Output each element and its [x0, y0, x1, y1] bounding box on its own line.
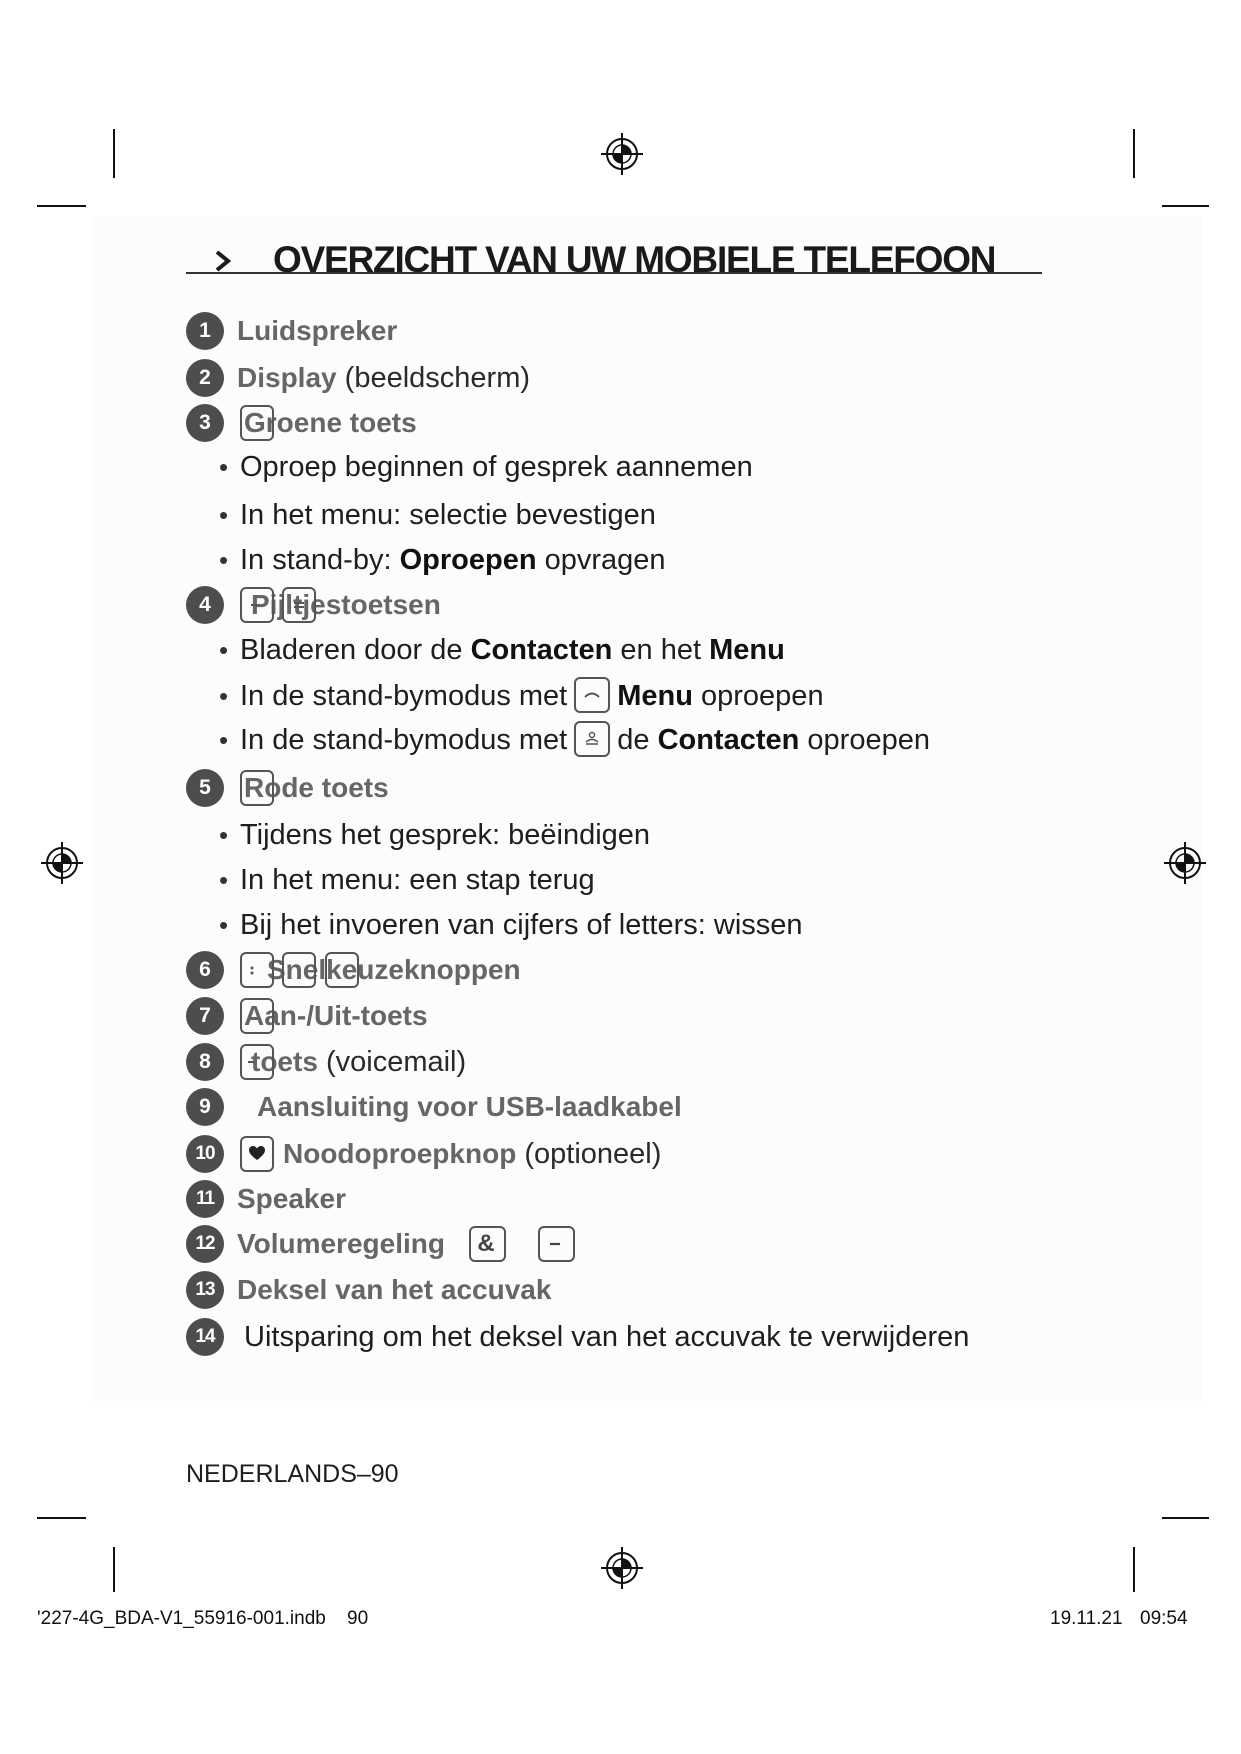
item-label: toets — [251, 1046, 318, 1077]
bullet-text-segment: en het — [612, 634, 710, 666]
number-badge: 10 — [186, 1135, 224, 1173]
crop-mark — [113, 129, 115, 178]
list-item — [0, 495, 1241, 535]
bullet-text — [240, 495, 656, 535]
volume-down-key-icon — [538, 1226, 575, 1262]
contacts-key-icon — [574, 721, 610, 757]
crop-mark — [1162, 205, 1209, 207]
item-heading — [237, 358, 530, 398]
item-heading — [237, 1179, 346, 1219]
print-time: 09:54 — [1140, 1608, 1188, 1629]
bullet-text-segment: opvragen — [536, 544, 666, 576]
item-snelkeuzeknoppen — [0, 950, 1241, 990]
menu-key-icon — [574, 677, 610, 713]
bullet-bold-term: Menu — [617, 680, 693, 712]
item-aan-uit-toets — [0, 996, 1241, 1036]
print-sheet-number: 90 — [347, 1608, 369, 1629]
item-uitsparing — [0, 1317, 1241, 1357]
crop-mark — [1162, 1517, 1209, 1519]
bullet-text-segment: In het menu: selectie bevestigen — [240, 499, 656, 531]
number-badge: 5 — [186, 769, 224, 807]
speed-dial-2-key-icon — [282, 952, 316, 988]
bullet-text-segment: In de stand-bymodus met — [240, 680, 568, 712]
item-heading — [251, 1042, 466, 1082]
list-item — [0, 860, 1241, 900]
chevron-right-icon — [212, 249, 234, 273]
item-label: Deksel van het accuvak — [237, 1274, 552, 1305]
item-display — [0, 358, 1241, 398]
item-luidspreker — [0, 311, 1241, 351]
item-label: Pijltjestoetsen — [251, 589, 441, 620]
print-file-name: '227-4G_BDA-V1_55916-001.indb — [37, 1608, 326, 1629]
item-label: Groene toets — [244, 407, 417, 438]
list-item — [0, 540, 1241, 580]
item-noodoproepknop — [0, 1134, 1241, 1174]
speed-dial-3-key-icon — [325, 952, 359, 988]
volume-up-symbol: & — [477, 1230, 495, 1257]
bullet-text-segment: In stand-by: — [240, 544, 400, 576]
list-item — [0, 447, 1241, 487]
heart-emergency-key-icon — [240, 1136, 274, 1172]
bullet-text-segment: In het menu: een stap terug — [240, 864, 595, 896]
list-item — [0, 676, 1241, 716]
speed-dial-1-key-icon — [240, 952, 274, 988]
registration-mark-icon — [600, 132, 644, 176]
item-deksel-accuvak — [0, 1270, 1241, 1310]
bullet-text-segment: In de stand-bymodus met — [240, 724, 568, 756]
bullet-bold-term: Oproepen — [399, 544, 537, 576]
number-badge: 11 — [186, 1180, 224, 1218]
voicemail-key-icon — [240, 1044, 274, 1080]
bullet-text — [240, 860, 595, 900]
item-speaker — [0, 1179, 1241, 1219]
page-footer: NEDERLANDS–90 — [186, 1460, 399, 1488]
item-heading — [283, 1134, 661, 1174]
item-voicemail-toets — [0, 1042, 1241, 1082]
power-key-icon — [240, 998, 274, 1034]
bullet-text-segment: Oproep beginnen of gesprek aannemen — [240, 451, 753, 483]
bullet-bold-term: Menu — [709, 634, 785, 666]
item-label: Noodoproepknop — [283, 1138, 517, 1169]
item-heading — [257, 1087, 682, 1127]
item-label: Speaker — [237, 1183, 346, 1214]
item-groene-toets — [0, 403, 1241, 443]
bullet-text-segment: Bladeren door de — [240, 634, 471, 666]
item-label: Snelkeuzeknoppen — [267, 954, 521, 985]
number-badge: 3 — [186, 404, 224, 442]
item-label: Aansluiting voor USB-laadkabel — [257, 1091, 682, 1122]
item-label: Luidspreker — [237, 315, 398, 346]
number-badge: 13 — [186, 1271, 224, 1309]
arrow-up-key-icon — [240, 587, 274, 623]
number-badge: 7 — [186, 997, 224, 1035]
item-label: Display — [237, 362, 337, 393]
item-description — [244, 1317, 969, 1357]
item-rode-toets — [0, 768, 1241, 808]
volume-up-key-icon — [469, 1226, 506, 1262]
item-heading — [237, 1224, 445, 1264]
item-heading — [251, 585, 441, 625]
crop-mark — [113, 1547, 115, 1592]
item-heading — [237, 311, 397, 351]
bullet-text — [240, 676, 824, 716]
bullet-text-segment: oproepen — [692, 680, 824, 712]
list-item — [0, 630, 1241, 670]
number-badge: 2 — [186, 359, 224, 397]
bullet-text — [240, 630, 785, 670]
crop-mark — [37, 1517, 86, 1519]
print-date: 19.11.21 — [1050, 1608, 1123, 1629]
item-heading — [237, 1270, 551, 1310]
green-call-key-icon — [240, 405, 274, 441]
list-item — [0, 815, 1241, 855]
red-end-key-icon — [240, 770, 274, 806]
item-pijltjestoetsen — [0, 585, 1241, 625]
number-badge: 14 — [186, 1318, 224, 1356]
number-badge: 1 — [186, 312, 224, 350]
item-usb-aansluiting — [0, 1087, 1241, 1127]
item-suffix: (voicemail) — [317, 1046, 467, 1078]
bullet-text-segment: oproepen — [799, 724, 930, 756]
item-suffix: (optioneel) — [516, 1138, 662, 1170]
crop-mark — [1133, 1547, 1135, 1592]
list-item — [0, 720, 1241, 760]
item-text: Uitsparing om het deksel van het accuvak te verwijderen — [244, 1321, 970, 1353]
bullet-text — [240, 540, 666, 580]
bullet-text — [240, 720, 930, 760]
crop-mark — [1133, 129, 1135, 178]
bullet-text — [240, 815, 650, 855]
bullet-text-segment: Bij het invoeren van cijfers of letters: wissen — [240, 909, 803, 941]
bullet-text-segment: Tijdens het gesprek: beëindigen — [240, 819, 651, 851]
item-label: Volumeregeling — [237, 1228, 445, 1259]
bullet-text — [240, 905, 803, 945]
number-badge: 9 — [186, 1088, 224, 1126]
page-title: OVERZICHT VAN UW MOBIELE TELEFOON — [273, 239, 996, 280]
number-badge: 4 — [186, 586, 224, 624]
crop-mark — [37, 205, 86, 207]
registration-mark-icon — [600, 1546, 644, 1590]
item-label: Aan-/Uit-toets — [244, 1000, 428, 1031]
item-label: Rode toets — [244, 772, 389, 803]
bullet-bold-term: Contacten — [470, 634, 613, 666]
item-volumeregeling — [0, 1224, 1241, 1264]
arrow-down-key-icon — [282, 587, 316, 623]
number-badge: 12 — [186, 1225, 224, 1263]
bullet-text — [240, 447, 753, 487]
list-item — [0, 905, 1241, 945]
number-badge: 6 — [186, 951, 224, 989]
bullet-bold-term: Contacten — [657, 724, 800, 756]
bullet-text-segment: de — [617, 724, 658, 756]
item-suffix: (beeldscherm) — [336, 362, 531, 394]
number-badge: 8 — [186, 1043, 224, 1081]
